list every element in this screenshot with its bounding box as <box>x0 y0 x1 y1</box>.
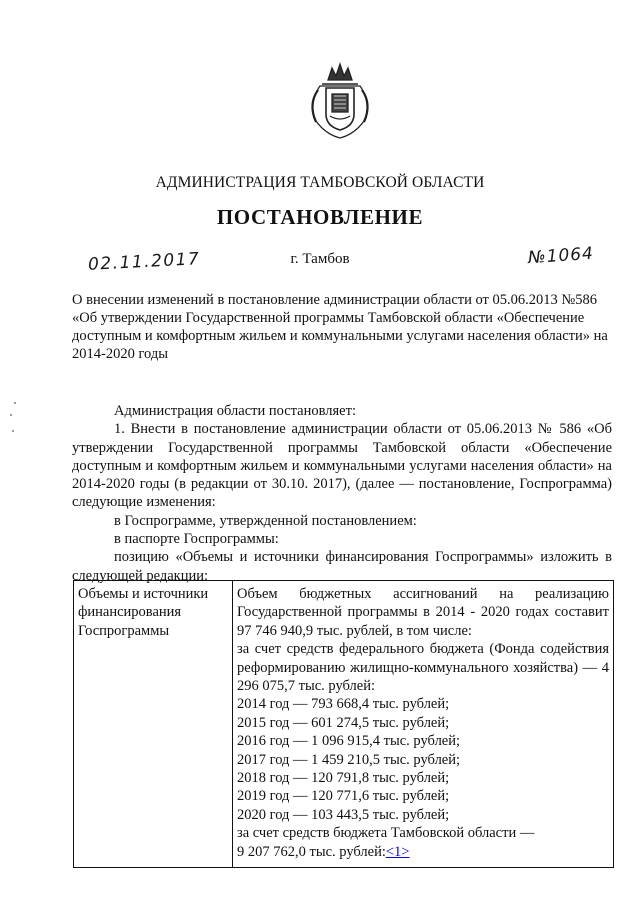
document-type: ПОСТАНОВЛЕНИЕ <box>216 205 424 229</box>
year-line: 2020 год — 103 443,5 тыс. рублей; <box>237 806 450 823</box>
regional-amount: 9 207 762,0 тыс. рублей: <box>237 843 386 860</box>
year-line: 2015 год — 601 274,5 тыс. рублей; <box>237 714 450 731</box>
item-1: 1. Внести в постановление администрации области от 05.06.2013 № 586 «Об утверждении Государственной программы Тамбовской области «Обеспечение доступным и комфортным жильем и коммунальными услугами населения области» на 2014-2020 годы (в редакции от 30.10. 2017), (далее — постановление, Госпрограмма) следующие изменения: <box>72 421 612 511</box>
scan-speck <box>14 402 16 404</box>
table-row <box>74 581 614 868</box>
footnote-link[interactable]: <1> <box>385 843 410 860</box>
organization-name: АДМИНИСТРАЦИЯ ТАМБОВСКОЙ ОБЛАСТИ <box>155 174 485 191</box>
line-passport: в паспорте Госпрограммы: <box>114 531 279 548</box>
document-number: №1064 <box>527 243 595 269</box>
year-line: 2016 год — 1 096 915,4 тыс. рублей; <box>237 733 461 750</box>
year-line: 2017 год — 1 459 210,5 тыс. рублей; <box>237 751 461 768</box>
table-left-cell: Объемы и источники финансирования Госпрограммы <box>74 581 233 868</box>
year-line: 2014 год — 793 668,4 тыс. рублей; <box>237 696 450 713</box>
regional-budget: за счет средств бюджета Тамбовской области — <box>237 825 535 842</box>
financing-intro: Объем бюджетных ассигнований на реализацию Государственной программы в 2014 - 2020 годах составит 97 746 940,9 тыс. рублей, в том числе: <box>237 586 609 639</box>
federal-budget: за счет средств федерального бюджета (Фонда содействия реформированию жилищно-коммунального хозяйства) — 4 296 075,7 тыс. рублей: <box>237 641 609 695</box>
coat-of-arms-icon <box>302 60 378 142</box>
year-line: 2018 год — 120 791,8 тыс. рублей; <box>237 770 450 787</box>
line-program: в Госпрограмме, утвержденной постановлением: <box>114 512 417 529</box>
document-body <box>72 402 612 585</box>
document-date: 02.11.2017 <box>87 249 201 275</box>
line-position: позицию «Объемы и источники финансирования Госпрограммы» изложить в следующей редакции: <box>72 549 612 584</box>
document-city: г. Тамбов <box>290 251 350 267</box>
financing-table <box>73 580 614 868</box>
scan-speck <box>12 430 14 432</box>
document-subject: О внесении изменений в постановление администрации области от 05.06.2013 №586 «Об утверждении Государственной программы Тамбовской области «Обеспечение доступным и комфортным жильем и коммунальными услугами населения области» на 2014-2020 годы <box>72 292 608 362</box>
scan-speck <box>10 414 12 416</box>
table-right-cell <box>233 581 614 868</box>
year-line: 2019 год — 120 771,6 тыс. рублей; <box>237 788 450 805</box>
regional-amount-line <box>237 843 609 861</box>
decree-intro: Администрация области постановляет: <box>114 403 356 419</box>
